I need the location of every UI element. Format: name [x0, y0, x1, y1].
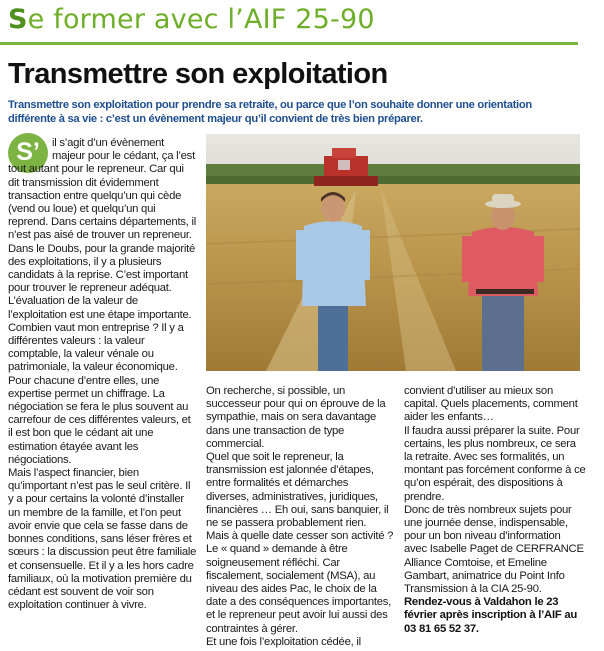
- drop-cap-badge: S’: [8, 133, 48, 173]
- column-3-paragraph-2: Il faudra aussi préparer la suite. Pour certains, les plus nombreux, ce sera la retraite. Avec ses formalités, un montant pas forcément conforme à ce qu’on espérait, des dispositions à prendre.: [404, 424, 586, 503]
- section-title-initial: S: [8, 4, 28, 35]
- column-2-paragraph-3: Mais à quelle date cesser son activité ? Le « quand » demande à être soigneusement réfléchi. Car fiscalement, socialement (MSA), au niveau des aides Pac, le choix de la date a des conséquences importantes, et le repreneur peut avoir lui aussi des contraintes à gérer.: [206, 530, 394, 635]
- article-headline: Transmettre son exploitation: [8, 58, 388, 90]
- article-column-1: [8, 137, 197, 612]
- article-photo: [206, 134, 580, 371]
- column-3-paragraph-3: Donc de très nombreux sujets pour une journée dense, indispensable, pour un bon niveau d’information avec Isabelle Paget de CERFRANCE Alliance Comtoise, et Emeline Gambart, animatrice du Point Info Transmission à la CIA 25-90.: [404, 503, 584, 596]
- column-2-paragraph-1: On recherche, si possible, un successeur pour qui on éprouve de la sympathie, mais on sera davantage dans une transaction de type commercial.: [206, 385, 386, 450]
- article-column-2: [206, 385, 394, 649]
- section-header: [0, 0, 604, 46]
- header-divider: [0, 42, 578, 45]
- registration-notice: Rendez-vous à Valdahon le 23 février après inscription à l’AIF au 03 81 65 52 37.: [404, 596, 578, 635]
- column-1-paragraph-3: Mais l’aspect financier, bien qu’important n’est pas le seul critère. Il y a pour certains la volonté d’installer un membre de la famille, et l’on peut avoir envie que cela se fasse dans de bonnes conditions, sans léser frères et sœurs : la discussion peut être familiale et consensuelle. Et il y a les hors cadre familiaux, où la motivation première du cédant est souvent de voir son exploitation continuer à vivre.: [8, 467, 197, 612]
- column-1-paragraph-2: L’évaluation de la valeur de l’exploitation est une étape importante. Combien vaut mon entreprise ? Il y a différentes valeurs : la valeur comptable, la valeur vénale ou patrimoniale, la valeur économique. Pour chacune d’entre elles, une expertise permet un chiffrage. La négociation se fera le plus souvent au carrefour de ces différentes valeurs, et il est bon que le cédant ait une estimation étayée avant les négociations.: [8, 295, 192, 466]
- article-lead: Transmettre son exploitation pour prendre sa retraite, ou parce que l’on souhaite donner une orientation différente à sa vie : c’est un évènement majeur qu’il convient de très bien préparer.: [8, 99, 532, 125]
- column-2-paragraph-2: Quel que soit le repreneur, la transmission est jalonnée d’étapes, entre formalités et démarches diverses, administratives, juridiques, financières … Eh oui, sans banquier, il ne se passera probablement rien.: [206, 451, 389, 530]
- column-3-paragraph-1: convient d’utiliser au mieux son capital. Quels placements, comment aider les enfants…: [404, 385, 578, 424]
- section-title: [8, 4, 375, 35]
- section-title-rest: e former avec l’AIF 25-90: [27, 4, 375, 35]
- column-1-paragraph-1: il s’agit d’un évènement majeur pour le cédant, ça l’est tout autant pour le repreneur. Car qui dit transmission dit évidemment transaction entre quelqu’un qui cède (vend ou loue) et quelqu’un qui reprend. Dans certains départements, il n’est pas aisé de trouver un repreneur. Dans le Doubs, pour la grande majorité des exploitations, il y a plusieurs candidats à la reprise. C’est important pour trouver le repreneur adéquat.: [8, 137, 197, 295]
- column-2-paragraph-4: Et une fois l’exploitation cédée, il: [206, 635, 361, 648]
- article-column-3: [404, 385, 586, 636]
